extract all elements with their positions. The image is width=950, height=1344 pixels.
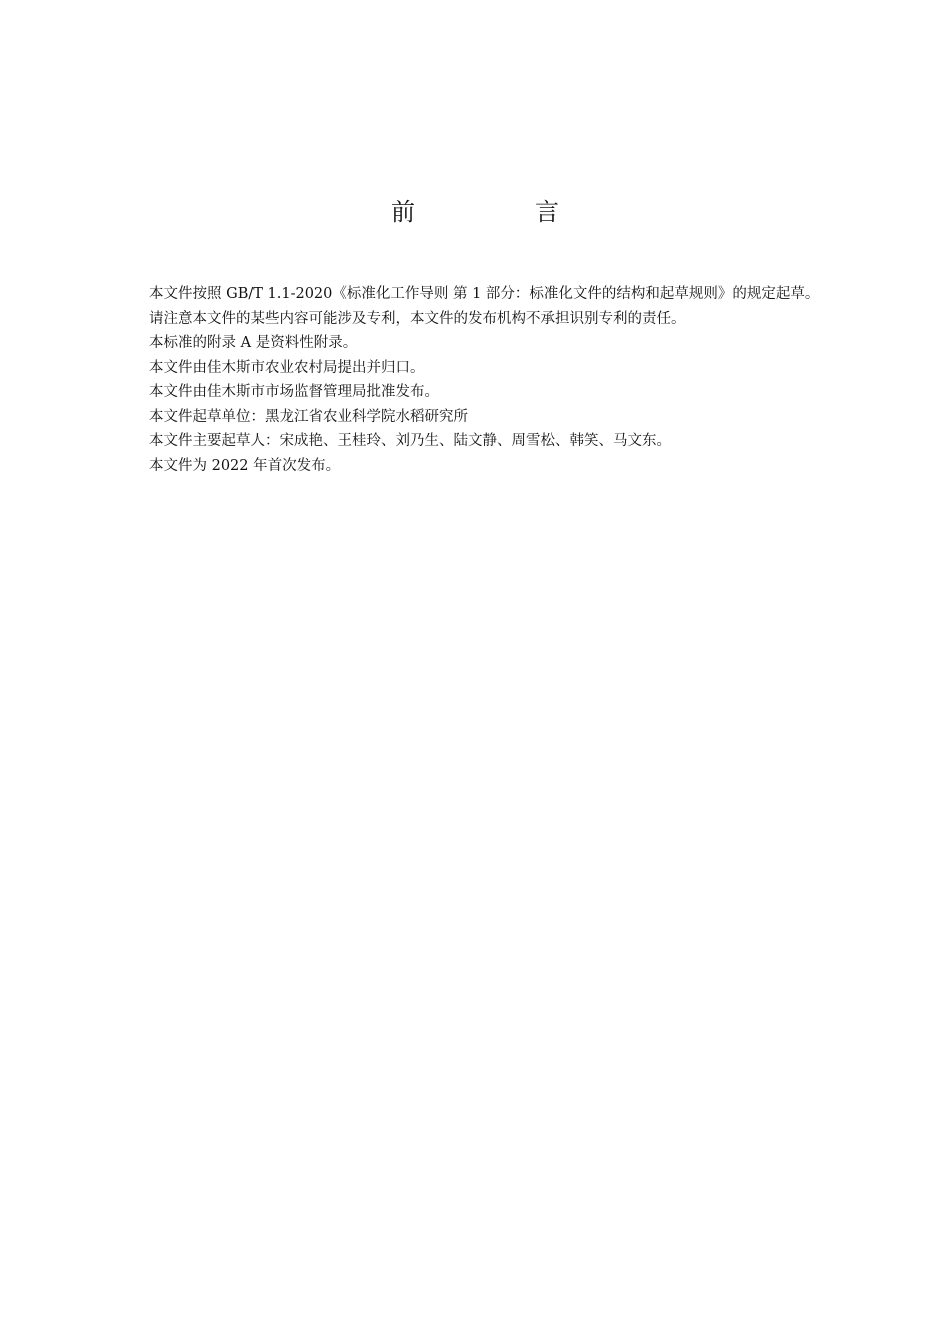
paragraph-drafters: 本文件主要起草人：宋成艳、王桂玲、刘乃生、陆文静、周雪松、韩笑、马文东。	[149, 433, 671, 449]
paragraph-appendix: 本标准的附录 A 是资料性附录。	[149, 335, 358, 351]
foreword-body	[113, 282, 861, 478]
page-title: 前 言	[391, 198, 607, 226]
paragraph-proposer: 本文件由佳木斯市农业农村局提出并归口。	[149, 359, 425, 376]
paragraph-drafting-rules: 本文件按照 GB/T 1.1-2020《标准化工作导则 第 1 部分：标准化文件的结构和起草规则》的规定起草。	[149, 286, 820, 302]
paragraph-publisher: 本文件由佳木斯市市场监督管理局批准发布。	[149, 384, 439, 400]
paragraph-drafting-unit: 本文件起草单位：黑龙江省农业科学院水稻研究所	[149, 408, 468, 425]
paragraph-first-release: 本文件为 2022 年首次发布。	[149, 457, 341, 474]
paragraph-patent-notice: 请注意本文件的某些内容可能涉及专利，本文件的发布机构不承担识别专利的责任。	[149, 310, 686, 327]
